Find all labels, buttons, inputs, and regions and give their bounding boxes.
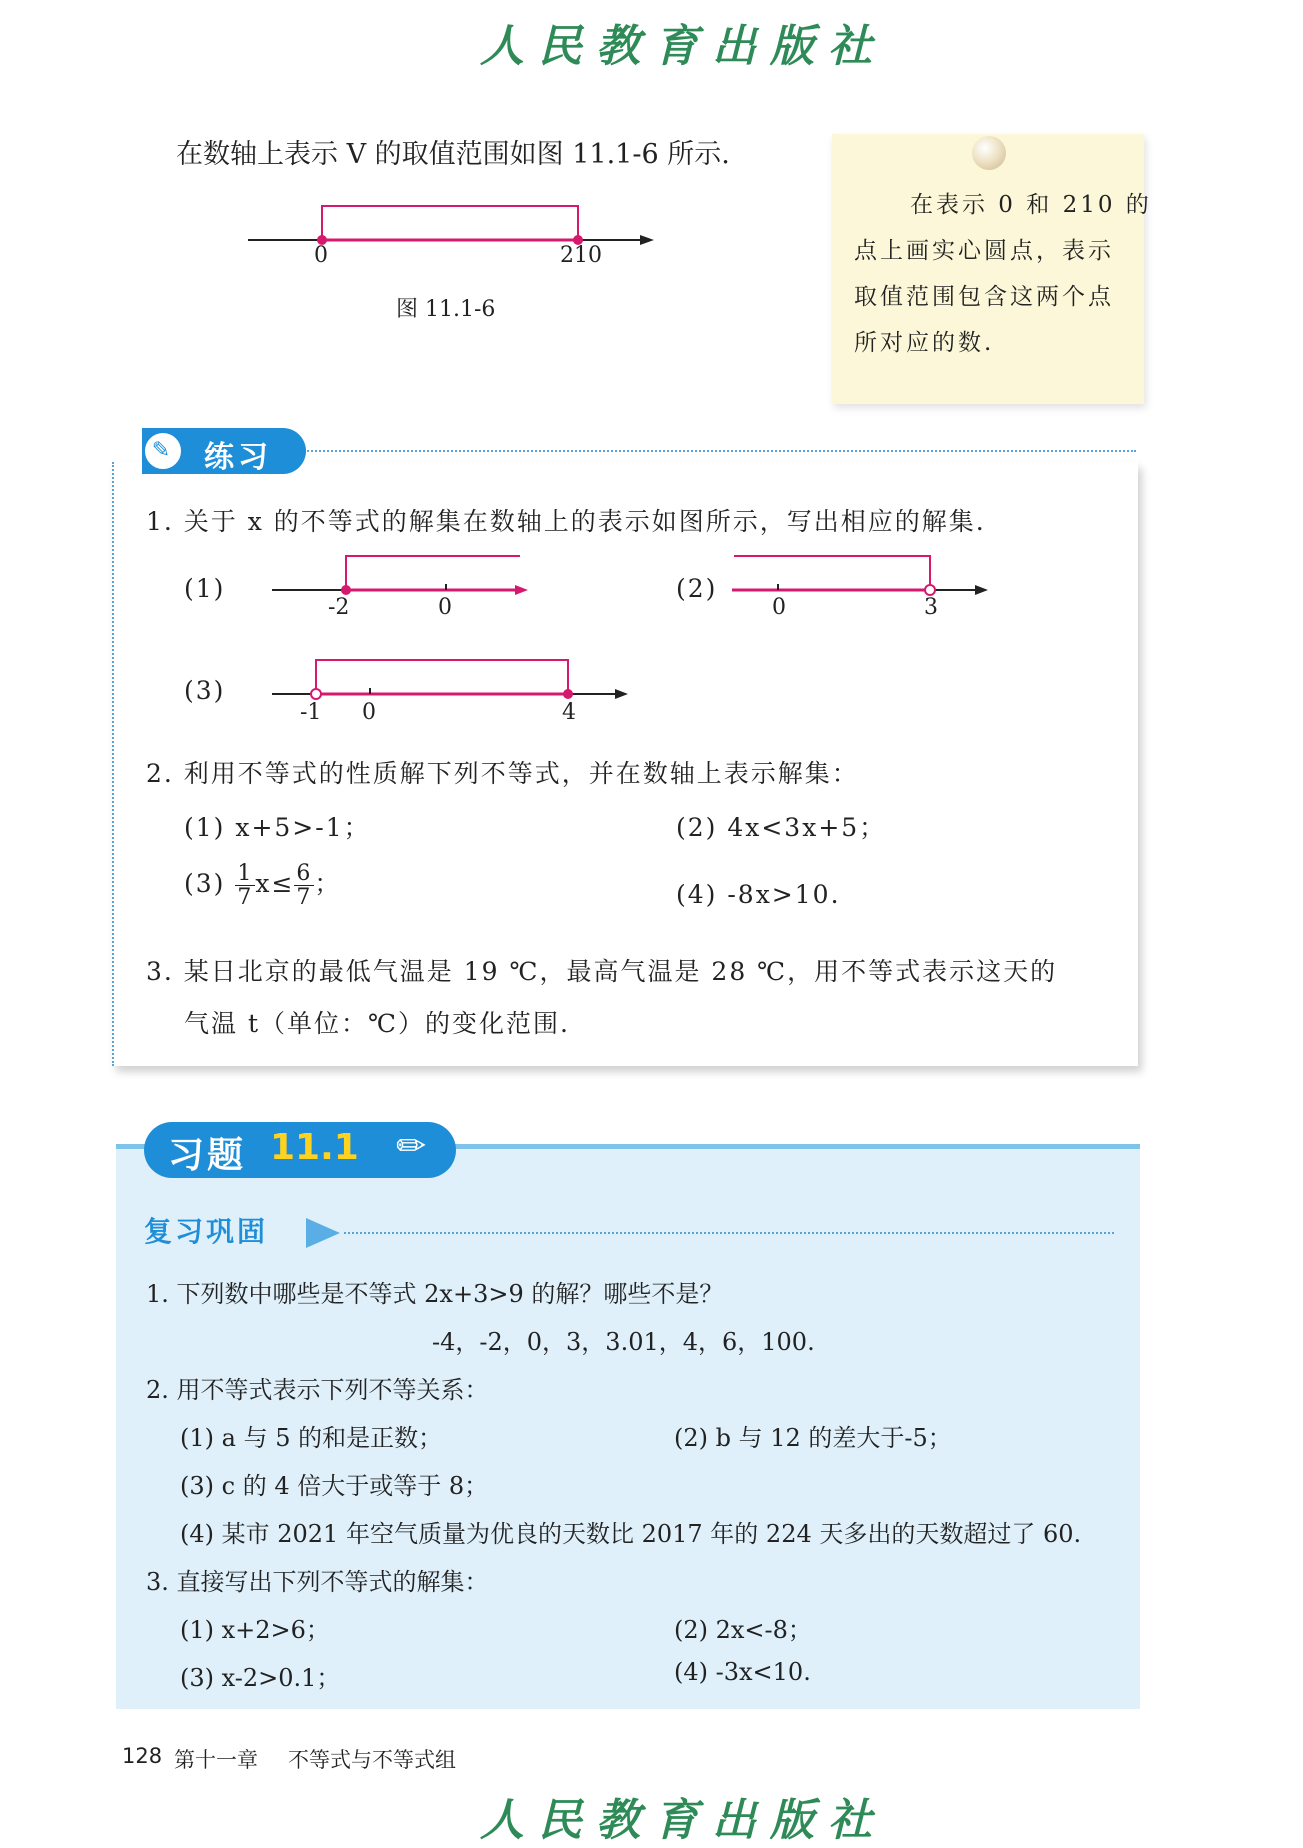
exercise-q2-text: 2. 用不等式表示下列不等关系： <box>146 1376 489 1404</box>
publisher-logo-top: 人民教育出版社 <box>480 21 886 72</box>
exercise-q3-p3: (3) x-2>0.1； <box>180 1664 341 1692</box>
triangle-arrow-icon <box>304 1216 344 1250</box>
figure-caption: 图 11.1-6 <box>396 297 496 322</box>
number-line-fig3 <box>270 656 630 706</box>
section-title: 复习巩固 <box>144 1215 269 1248</box>
exercise-title: 习题 <box>168 1135 247 1176</box>
pencil-icon: ✏ <box>396 1126 427 1167</box>
practice-q2-p2: (2) 4x<3x+5； <box>676 813 887 842</box>
fig2-label: (2) <box>676 574 718 603</box>
exercise-q3-text: 3. 直接写出下列不等式的解集： <box>146 1568 489 1596</box>
practice-title: 练习 <box>204 440 272 475</box>
exercise-q3-p1: (1) x+2>6； <box>180 1616 330 1644</box>
practice-icon: ✎ <box>142 430 184 472</box>
side-note-line-3: 取值范围包含这两个点 <box>854 284 1114 310</box>
exercise-q1-values: -4，-2，0，3，3.01，4，6，100. <box>432 1328 815 1356</box>
axis-arrow <box>640 235 654 245</box>
practice-q2-p3: (3) $\frac{1}{7}$ x≤ $\frac{6}{7}$ ； <box>184 861 342 911</box>
side-note <box>832 134 1144 404</box>
exercise-q2-p1: (1) a 与 5 的和是正数； <box>180 1424 443 1452</box>
page-number: 128 <box>122 1744 163 1768</box>
fraction-six-sevenths: $\frac{6}{7}$ <box>296 861 313 911</box>
number-line-fig1 <box>270 552 530 602</box>
exercise-q3-p4: (4) -3x<10. <box>674 1658 811 1686</box>
practice-q1-text: 1. 关于 x 的不等式的解集在数轴上的表示如图所示，写出相应的解集. <box>146 507 986 536</box>
exercise-header <box>144 1122 456 1178</box>
fig1-label: (1) <box>184 574 226 603</box>
pin-icon <box>972 136 1006 170</box>
fig1-tick-neg2: -2 <box>328 595 350 620</box>
side-note-line-4: 所对应的数. <box>854 330 995 356</box>
fraction-one-seventh: $\frac{1}{7}$ <box>237 861 254 911</box>
exercise-q1-text: 1. 下列数中哪些是不等式 2x+3>9 的解？哪些不是？ <box>146 1280 724 1308</box>
side-note-line-1: 在表示 0 和 210 的 <box>910 192 1152 218</box>
intro-text: 在数轴上表示 V 的取值范围如图 11.1-6 所示. <box>176 139 730 170</box>
tick-label-0: 0 <box>314 243 328 268</box>
section-dotted-line <box>344 1232 1114 1234</box>
practice-q2-p1: (1) x+5>-1； <box>184 813 371 842</box>
exercise-q3-p2: (2) 2x<-8； <box>674 1616 812 1644</box>
exercise-q2-p3: (3) c 的 4 倍大于或等于 8； <box>180 1472 489 1500</box>
fig3-tick-neg1: -1 <box>300 700 322 725</box>
fig2-tick-3: 3 <box>924 595 938 620</box>
fig2-tick-0: 0 <box>772 595 786 620</box>
chapter-label: 第十一章 <box>174 1748 258 1772</box>
exercise-number: 11.1 <box>270 1127 359 1168</box>
exercise-q2-p2: (2) b 与 12 的差大于-5； <box>674 1424 952 1452</box>
fig3-tick-4: 4 <box>562 700 576 725</box>
fig3-label: (3) <box>184 676 226 705</box>
publisher-logo-bottom: 人民教育出版社 <box>480 1795 886 1846</box>
practice-header <box>142 428 306 474</box>
number-line-fig2 <box>730 552 990 602</box>
practice-q2-text: 2. 利用不等式的性质解下列不等式，并在数轴上表示解集： <box>146 759 859 788</box>
practice-q2-p4: (4) -8x>10. <box>676 880 841 909</box>
practice-q3-line2: 气温 t（单位：℃）的变化范围. <box>184 1009 570 1038</box>
practice-q3-line1: 3. 某日北京的最低气温是 19 ℃，最高气温是 28 ℃，用不等式表示这天的 <box>146 957 1058 986</box>
fig1-tick-0: 0 <box>438 595 452 620</box>
tick-label-210: 210 <box>560 243 602 268</box>
practice-dotted-line <box>300 450 1136 452</box>
fig3-tick-0: 0 <box>362 700 376 725</box>
range-bracket <box>322 206 578 240</box>
exercise-q2-p4: (4) 某市 2021 年空气质量为优良的天数比 2017 年的 224 天多出的天数超过了 60. <box>180 1520 1082 1548</box>
side-note-line-2: 点上画实心圆点，表示 <box>854 238 1114 264</box>
chapter-title: 不等式与不等式组 <box>288 1748 456 1772</box>
